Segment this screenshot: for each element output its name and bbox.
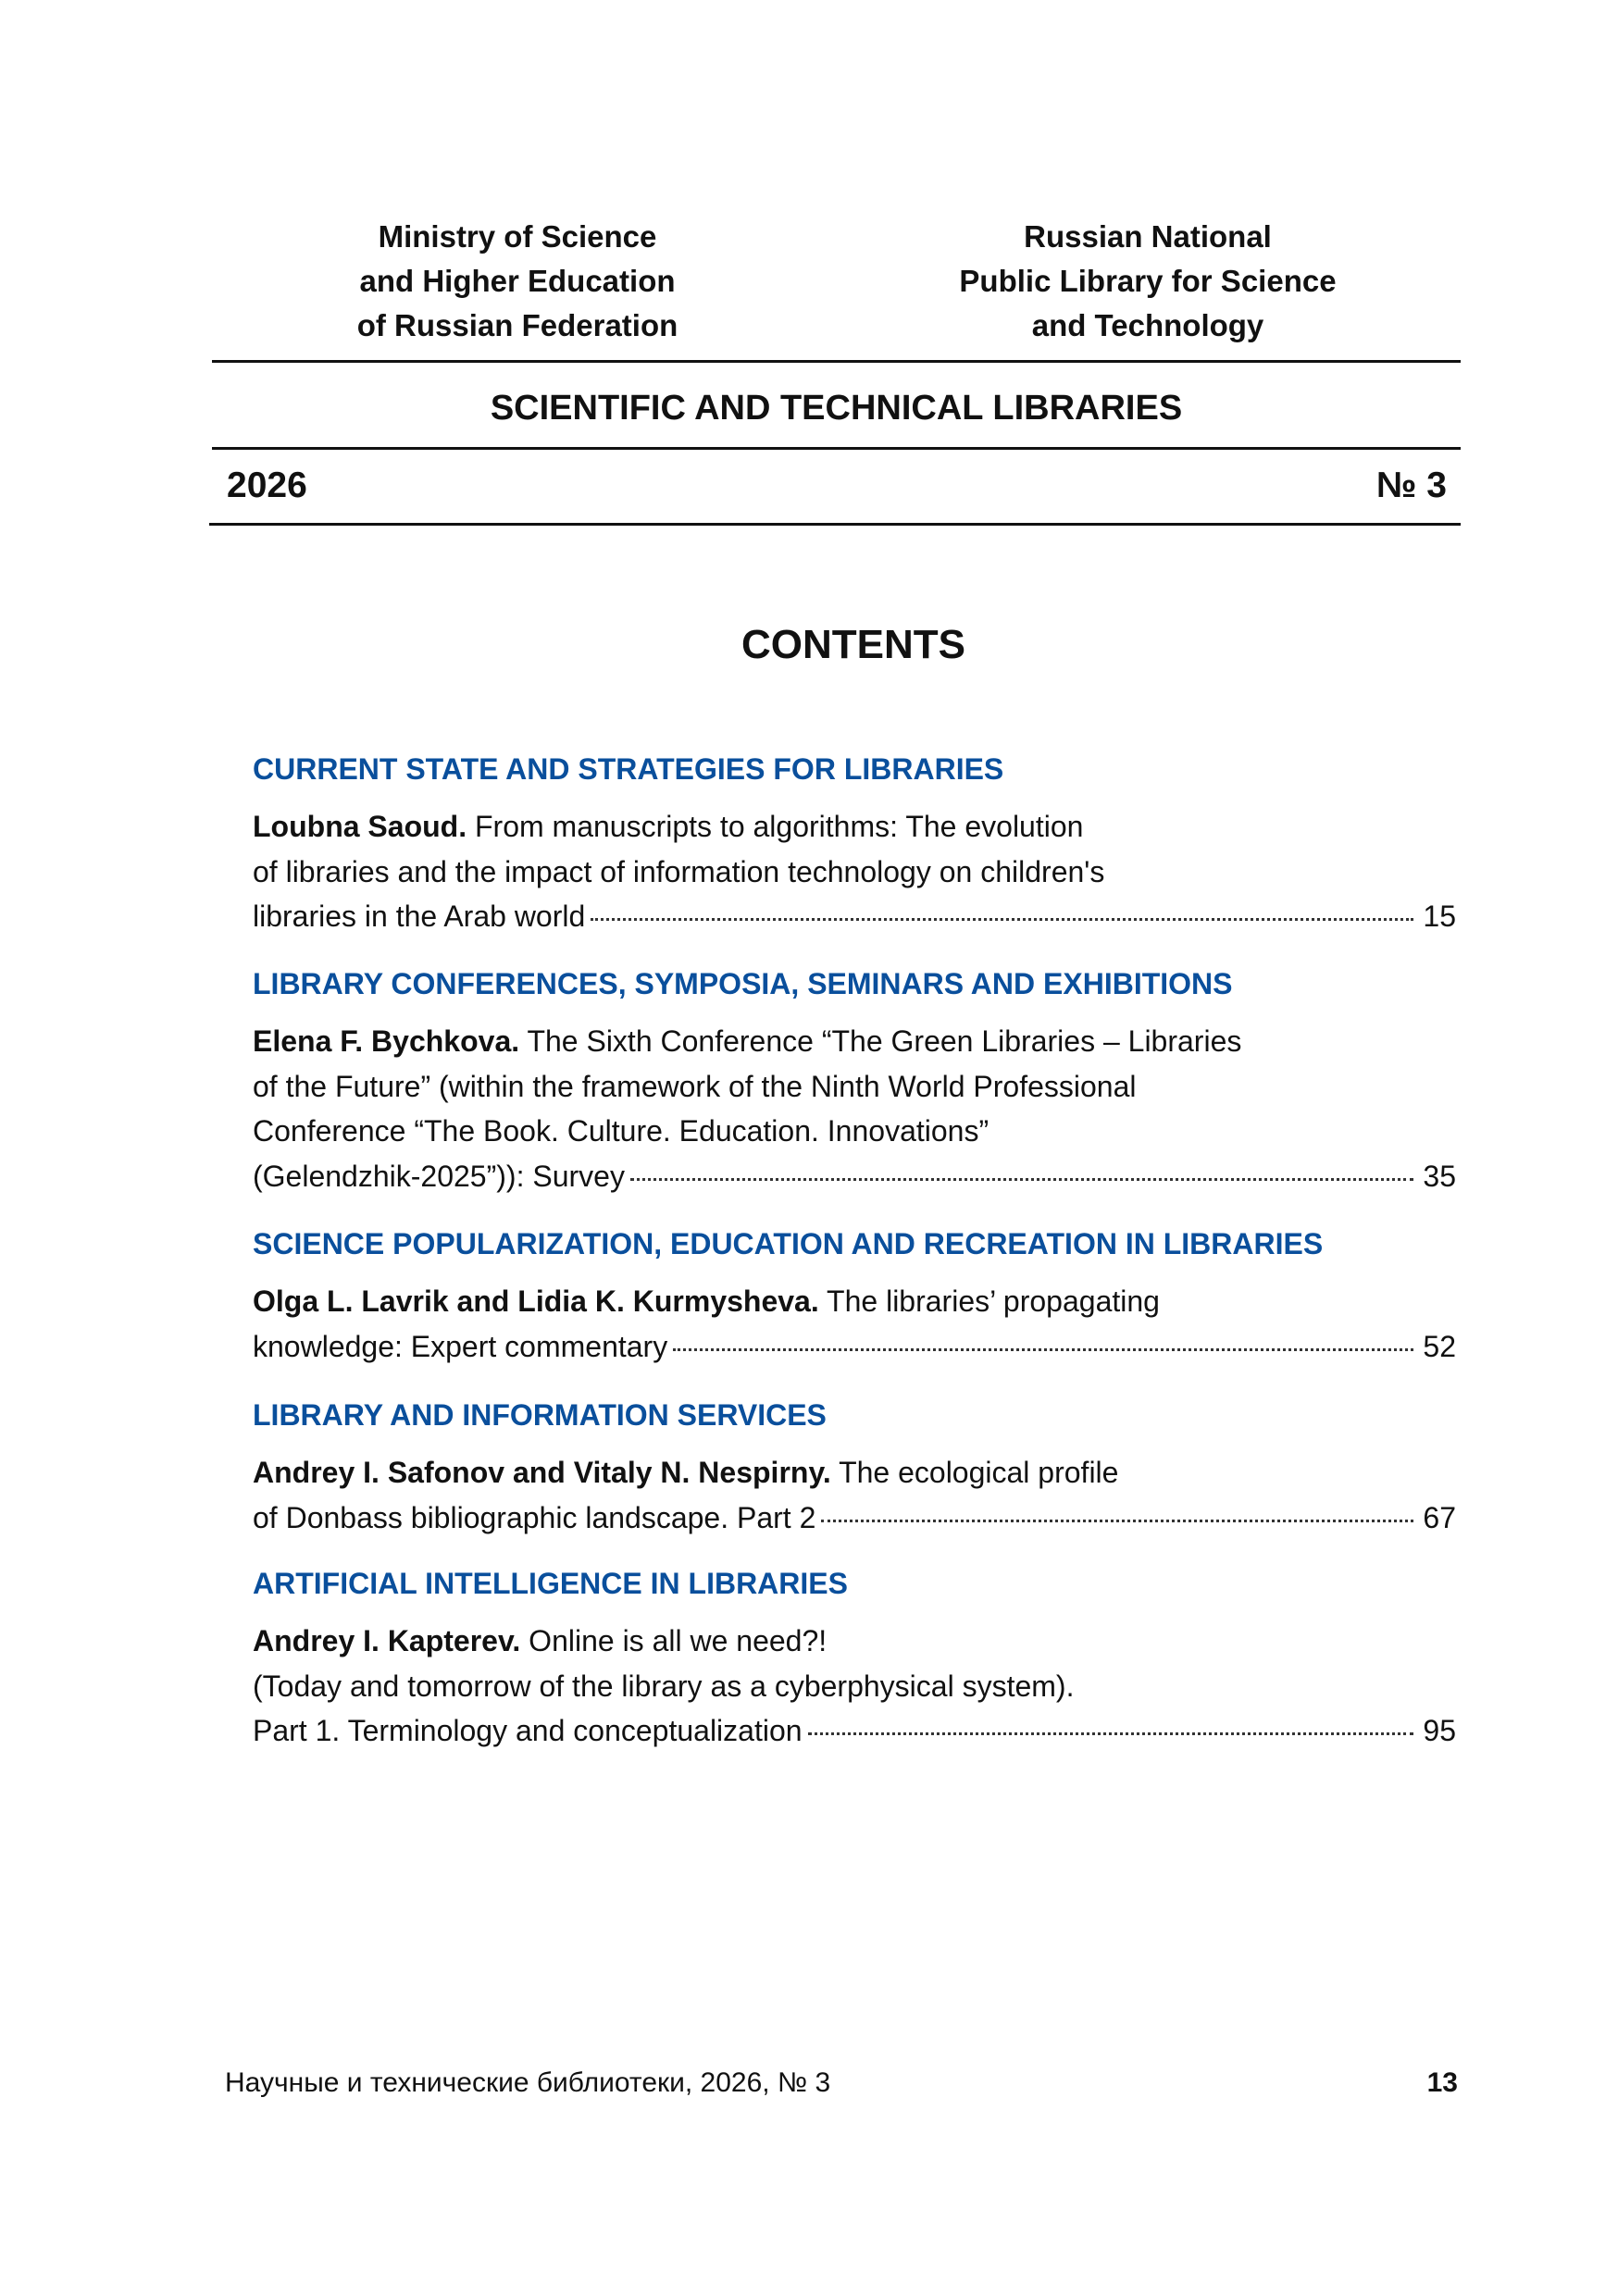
entry-title-line: The ecological profile: [839, 1456, 1119, 1489]
entry-title-line: Conference “The Book. Culture. Education. Innovations”: [253, 1114, 989, 1148]
entry-page-number: 52: [1423, 1329, 1456, 1363]
entry-title-line: libraries in the Arab world: [253, 900, 586, 933]
header-line: Public Library for Science: [959, 264, 1337, 298]
entry-title-line: Part 1. Terminology and conceptualization: [253, 1714, 803, 1747]
toc-entry[interactable]: [253, 1019, 1456, 1198]
entry-page-number: 15: [1423, 900, 1456, 933]
footer-journal: Научные и технические библиотеки, 2026, № 3: [225, 2067, 831, 2098]
entry-title-line: (Today and tomorrow of the library as a cyberphysical system).: [253, 1669, 1075, 1703]
header-line: of Russian Federation: [356, 308, 678, 342]
dot-leader: [808, 1732, 1413, 1735]
issue-number: № 3: [1375, 465, 1447, 505]
header-line: and Technology: [1031, 308, 1264, 342]
entry-title-line: of Donbass bibliographic landscape. Part 2: [253, 1500, 816, 1534]
section-heading: CURRENT STATE AND STRATEGIES FOR LIBRARIES: [253, 752, 1004, 786]
dot-leader: [821, 1520, 1413, 1522]
entry-title-line: From manuscripts to algorithms: The evolution: [474, 810, 1084, 843]
section-heading: ARTIFICIAL INTELLIGENCE IN LIBRARIES: [253, 1567, 848, 1600]
toc-entry[interactable]: [253, 1450, 1456, 1540]
toc-entry[interactable]: [253, 1619, 1456, 1754]
entry-page-number: 35: [1423, 1159, 1456, 1193]
header-line: Ministry of Science: [378, 219, 657, 254]
dot-leader: [591, 918, 1413, 921]
entry-author: Elena F. Bychkova.: [253, 1024, 520, 1058]
dot-leader: [630, 1178, 1413, 1181]
entry-author: Loubna Saoud.: [253, 810, 467, 843]
contents-title: CONTENTS: [741, 622, 965, 667]
entry-title-line: of the Future” (within the framework of the Ninth World Professional: [253, 1069, 1137, 1103]
entry-title-line: knowledge: Expert commentary: [253, 1329, 668, 1363]
dot-leader: [673, 1348, 1413, 1351]
section-heading: LIBRARY CONFERENCES, SYMPOSIA, SEMINARS AND EXHIBITIONS: [253, 967, 1233, 1000]
journal-title: SCIENTIFIC AND TECHNICAL LIBRARIES: [490, 389, 1183, 428]
entry-author: Andrey I. Safonov and Vitaly N. Nespirny.: [253, 1456, 831, 1489]
divider: [212, 447, 1461, 450]
entry-title-line: The Sixth Conference “The Green Libraries – Libraries: [527, 1024, 1242, 1058]
entry-author: Andrey I. Kapterev.: [253, 1624, 521, 1657]
issue-year: 2026: [227, 465, 307, 505]
entry-page-number: 67: [1423, 1500, 1456, 1534]
entry-page-number: 95: [1423, 1714, 1456, 1747]
entry-title-line: Online is all we need?!: [529, 1624, 828, 1657]
publisher-ministry: [258, 215, 777, 348]
publisher-library: [889, 215, 1407, 348]
header-line: and Higher Education: [359, 264, 676, 298]
divider: [209, 523, 1461, 526]
entry-author: Olga L. Lavrik and Lidia K. Kurmysheva.: [253, 1285, 819, 1318]
toc-entry[interactable]: [253, 804, 1456, 939]
footer-page-number: 13: [1426, 2067, 1458, 2098]
entry-title-line: (Gelendzhik-2025”)): Survey: [253, 1159, 625, 1193]
section-heading: LIBRARY AND INFORMATION SERVICES: [253, 1398, 827, 1432]
entry-title-line: The libraries’ propagating: [827, 1285, 1160, 1318]
divider: [212, 360, 1461, 363]
header-line: Russian National: [1024, 219, 1272, 254]
entry-title-line: of libraries and the impact of information technology on children's: [253, 854, 1105, 888]
section-heading: SCIENCE POPULARIZATION, EDUCATION AND RECREATION IN LIBRARIES: [253, 1227, 1324, 1260]
toc-entry[interactable]: [253, 1279, 1456, 1369]
